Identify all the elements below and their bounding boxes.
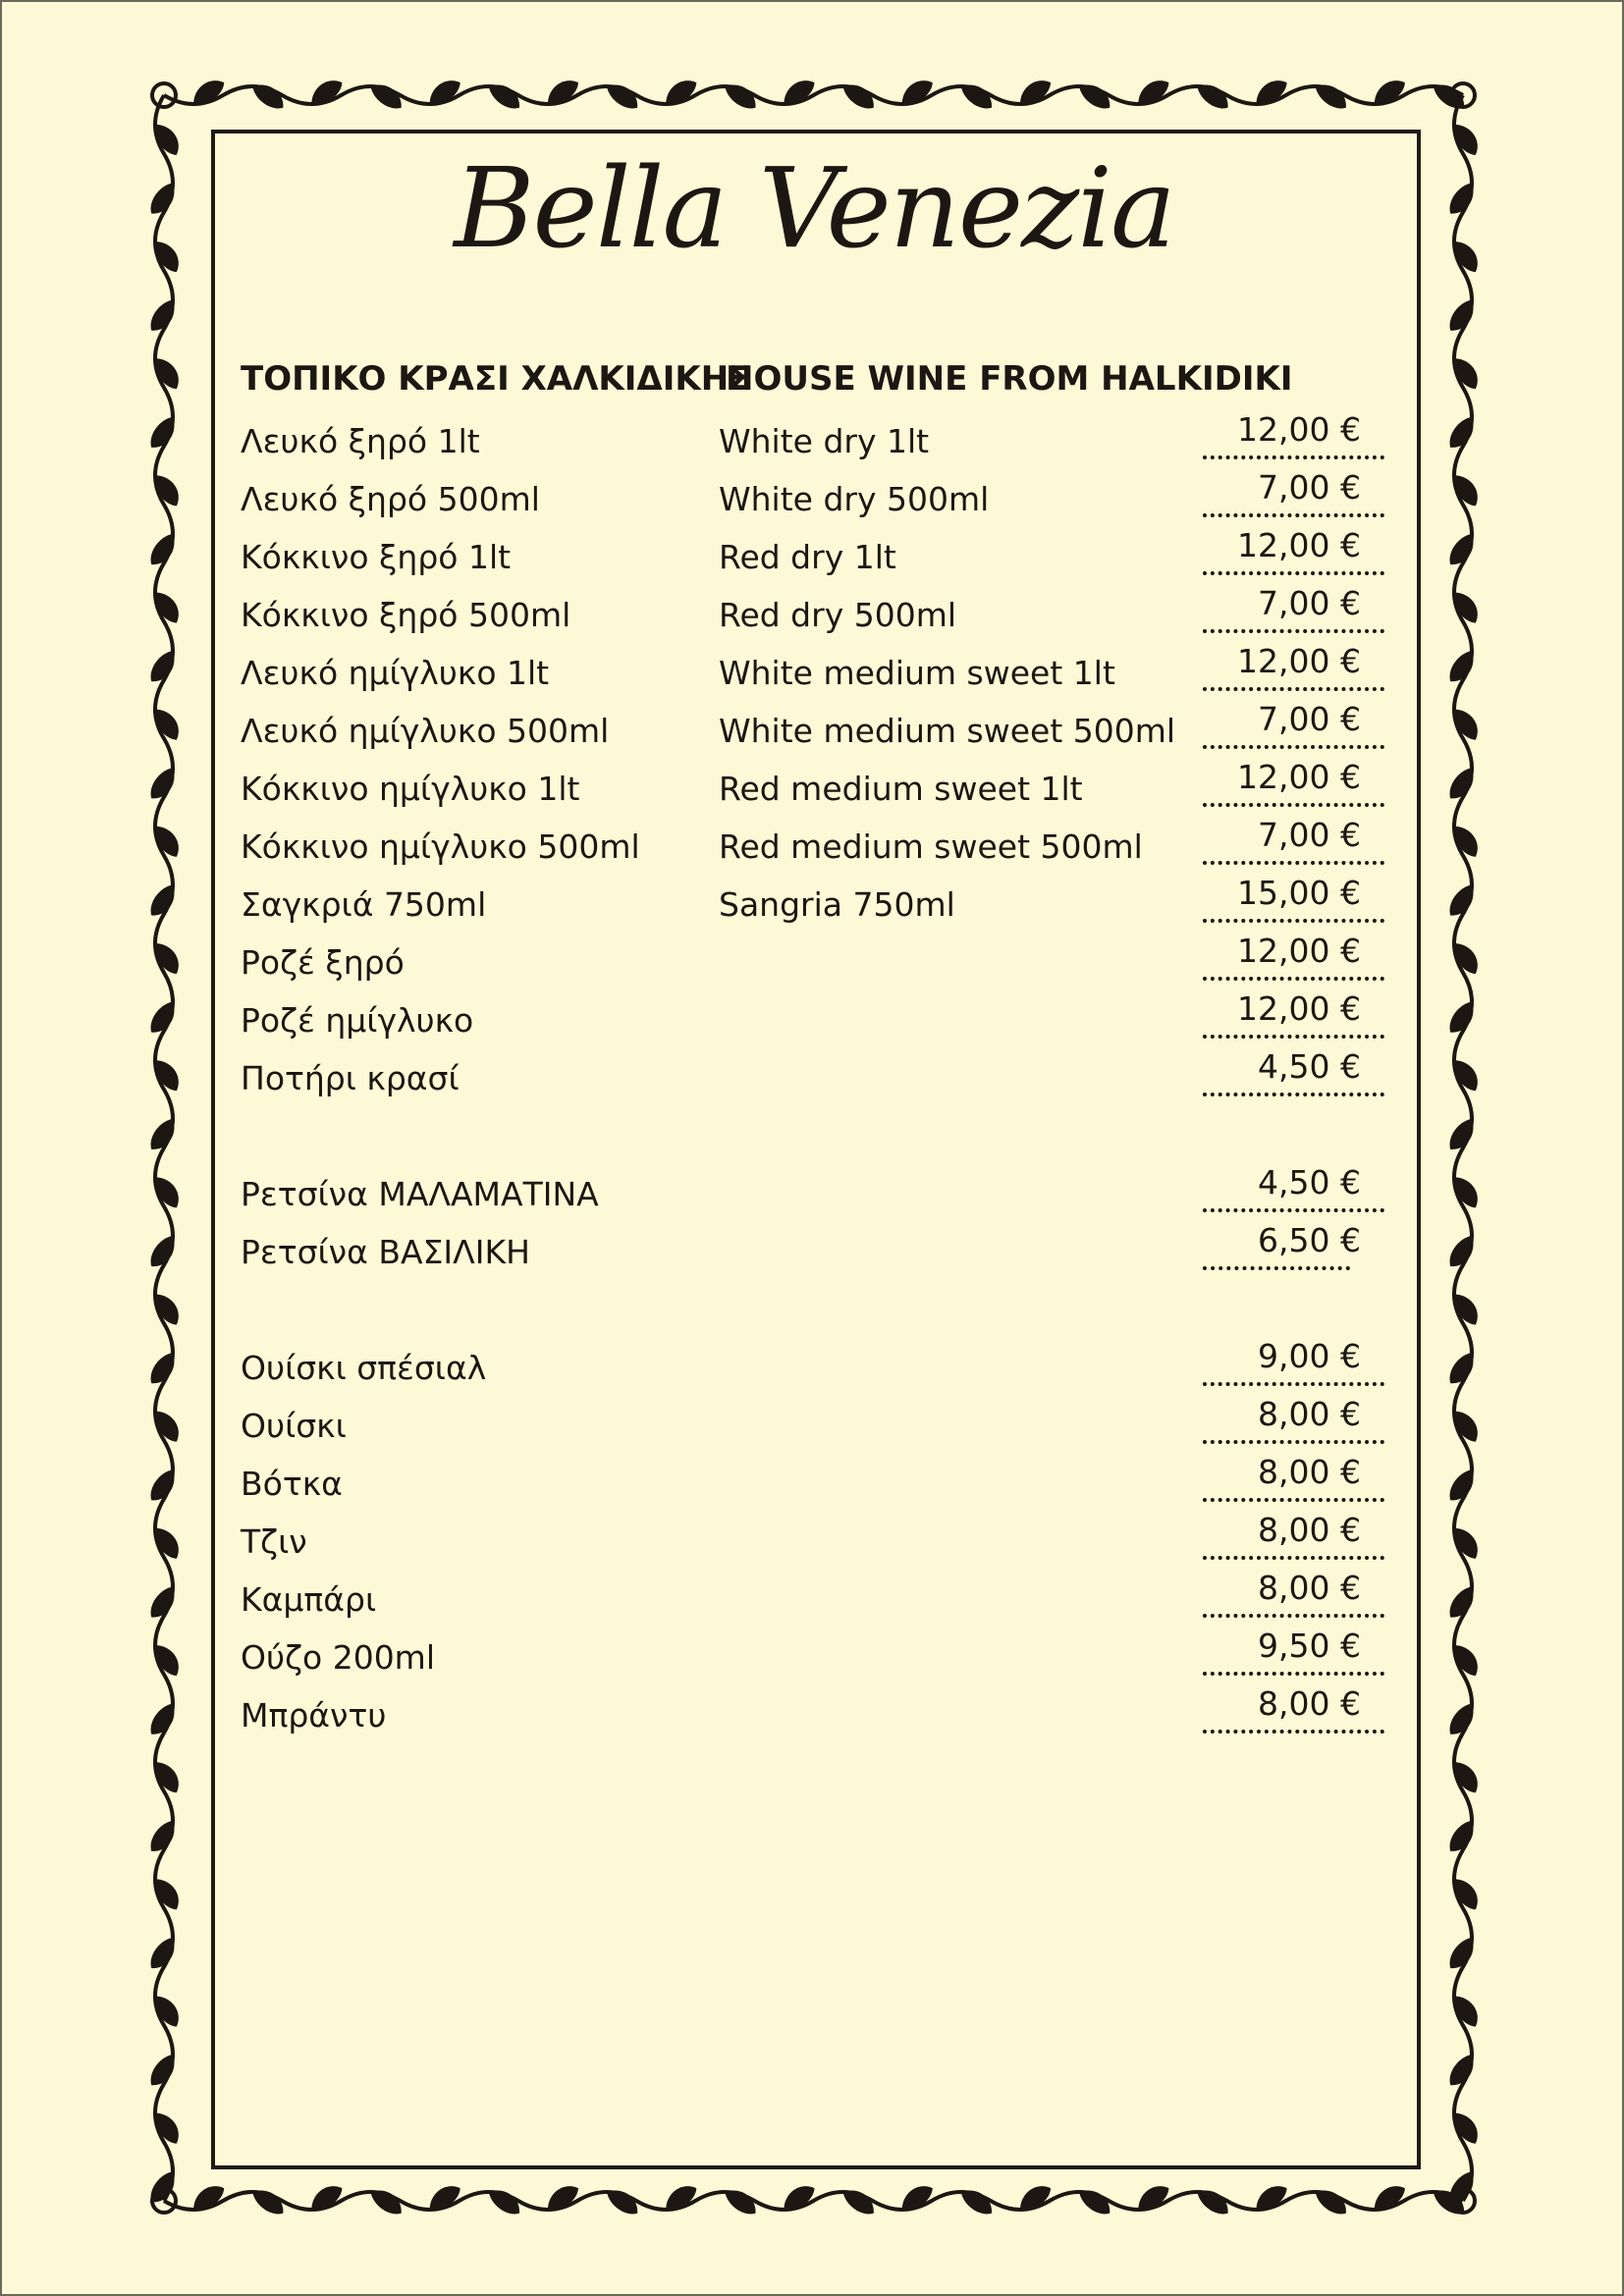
item-price: 8,00 € (1258, 1569, 1361, 1607)
item-price: 6,50 € (1258, 1221, 1361, 1259)
menu-item (2, 816, 1624, 877)
section-header-english: HOUSE WINE FROM HALKIDIKI (726, 359, 1293, 399)
item-price: 8,00 € (1258, 1511, 1361, 1549)
item-name-english: Red dry 500ml (719, 596, 957, 634)
leader-dots (1203, 571, 1384, 575)
menu-item (2, 932, 1624, 992)
leader-dots (1203, 1266, 1350, 1270)
item-price: 9,50 € (1258, 1627, 1361, 1665)
leader-dots (1203, 1498, 1384, 1502)
item-price: 12,00 € (1237, 989, 1361, 1028)
item-name-greek: Τζιν (241, 1522, 307, 1561)
leader-dots (1203, 1093, 1384, 1096)
menu-item (2, 642, 1624, 703)
item-price: 12,00 € (1237, 642, 1361, 680)
leader-dots (1203, 1556, 1384, 1560)
item-name-greek: Ουίσκι σπέσιαλ (241, 1349, 487, 1387)
item-name-english: White medium sweet 500ml (719, 712, 1176, 750)
menu-item (2, 1684, 1624, 1745)
item-name-english: Red medium sweet 1lt (719, 770, 1083, 808)
item-name-greek: Μπράντυ (241, 1696, 387, 1735)
menu-item (2, 1047, 1624, 1108)
item-name-greek: Κόκκινο ξηρό 1lt (241, 538, 512, 576)
item-name-greek: Λευκό ξηρό 500ml (241, 480, 540, 518)
menu-item (2, 584, 1624, 645)
item-price: 8,00 € (1258, 1395, 1361, 1433)
item-name-greek: Ρετσίνα ΜΑΛΑΜΑΤΙΝΑ (241, 1175, 599, 1213)
restaurant-title: Bella Venezia (454, 145, 1174, 273)
item-name-english: White medium sweet 1lt (719, 654, 1115, 692)
leader-dots (1203, 687, 1384, 691)
leader-dots (1203, 919, 1384, 923)
menu-item (2, 1511, 1624, 1572)
item-name-greek: Λευκό ξηρό 1lt (241, 422, 480, 460)
menu-item (2, 1163, 1624, 1224)
item-name-greek: Κόκκινο ημίγλυκο 1lt (241, 770, 580, 808)
leader-dots (1203, 1208, 1384, 1212)
item-name-greek: Ρετσίνα ΒΑΣΙΛΙΚΗ (241, 1233, 530, 1271)
item-name-greek: Λευκό ημίγλυκο 500ml (241, 712, 610, 750)
item-name-greek: Λευκό ημίγλυκο 1lt (241, 654, 550, 692)
leader-dots (1203, 977, 1384, 981)
section-header-greek: ΤΟΠΙΚΟ ΚΡΑΣΙ ΧΑΛΚΙΔΙΚΗΣ (241, 359, 752, 399)
item-name-greek: Βότκα (241, 1465, 343, 1503)
menu-item (2, 468, 1624, 529)
item-name-english: Red medium sweet 500ml (719, 828, 1143, 866)
item-price: 4,50 € (1258, 1163, 1361, 1201)
item-price: 7,00 € (1258, 816, 1361, 854)
item-name-greek: Κόκκινο ξηρό 500ml (241, 596, 571, 634)
leader-dots (1203, 629, 1384, 633)
menu-item (2, 989, 1624, 1050)
leader-dots (1203, 1382, 1384, 1386)
menu-item (2, 758, 1624, 819)
leader-dots (1203, 513, 1384, 517)
item-price: 12,00 € (1237, 932, 1361, 970)
item-price: 15,00 € (1237, 874, 1361, 912)
menu-item (2, 410, 1624, 471)
item-name-greek: Κόκκινο ημίγλυκο 500ml (241, 828, 640, 866)
item-name-greek: Ούζο 200ml (241, 1638, 435, 1677)
item-price: 12,00 € (1237, 526, 1361, 564)
menu-item (2, 1337, 1624, 1398)
item-price: 9,00 € (1258, 1337, 1361, 1375)
item-name-greek: Ροζέ ημίγλυκο (241, 1001, 474, 1040)
menu-item (2, 526, 1624, 587)
leader-dots (1203, 861, 1384, 865)
item-price: 8,00 € (1258, 1453, 1361, 1491)
item-name-english: Red dry 1lt (719, 538, 896, 576)
leader-dots (1203, 745, 1384, 749)
item-price: 12,00 € (1237, 758, 1361, 796)
item-name-greek: Καμπάρι (241, 1580, 377, 1619)
menu-item (2, 1395, 1624, 1456)
item-price: 7,00 € (1258, 584, 1361, 622)
item-name-english: White dry 1lt (719, 422, 930, 460)
item-name-greek: Ποτήρι κρασί (241, 1059, 460, 1097)
item-name-english: Sangria 750ml (719, 885, 955, 924)
leader-dots (1203, 1614, 1384, 1618)
item-price: 7,00 € (1258, 468, 1361, 507)
leader-dots (1203, 455, 1384, 459)
menu-item (2, 1627, 1624, 1687)
leader-dots (1203, 1730, 1384, 1734)
menu-item (2, 1569, 1624, 1629)
item-name-greek: Σαγκριά 750ml (241, 885, 487, 924)
menu-item (2, 1221, 1624, 1282)
item-name-greek: Ροζέ ξηρό (241, 943, 405, 982)
menu-item (2, 1453, 1624, 1514)
leader-dots (1203, 1035, 1384, 1039)
menu-item (2, 874, 1624, 934)
leader-dots (1203, 1440, 1384, 1444)
item-name-greek: Ουίσκι (241, 1407, 347, 1445)
menu-item (2, 700, 1624, 761)
item-price: 7,00 € (1258, 700, 1361, 738)
item-price: 8,00 € (1258, 1684, 1361, 1723)
item-name-english: White dry 500ml (719, 480, 990, 518)
leader-dots (1203, 1672, 1384, 1676)
item-price: 12,00 € (1237, 410, 1361, 449)
leader-dots (1203, 803, 1384, 807)
item-price: 4,50 € (1258, 1047, 1361, 1086)
